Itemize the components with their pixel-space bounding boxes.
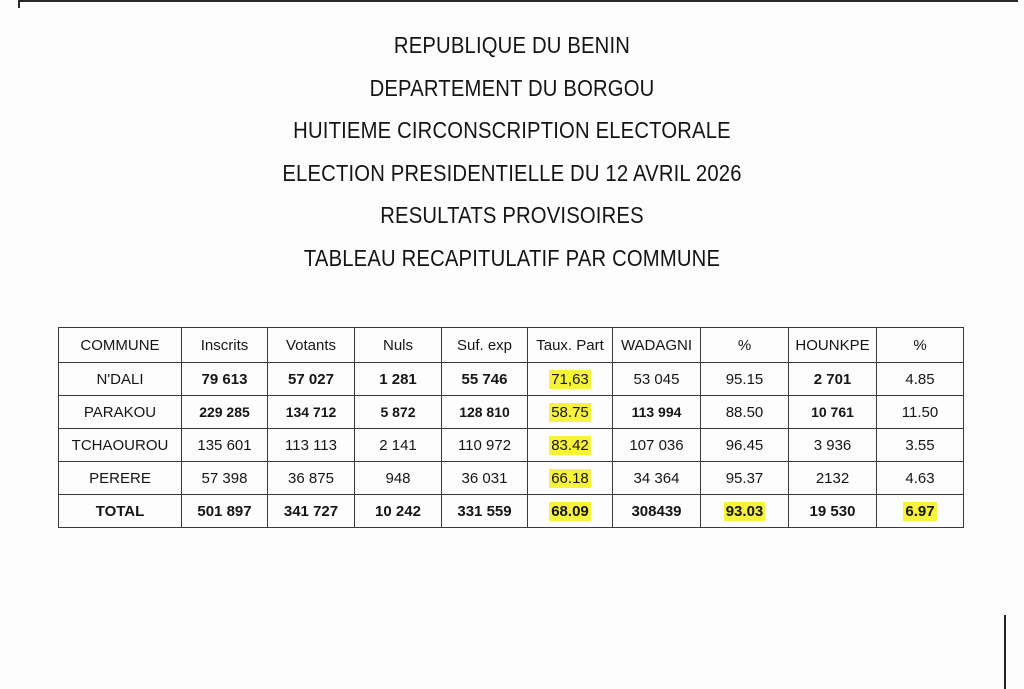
heading-republic: REPUBLIQUE DU BENIN xyxy=(393,32,631,58)
cell-taux-part xyxy=(528,396,613,429)
cell-votants: 113 113 xyxy=(268,429,355,462)
cell-inscrits: 79 613 xyxy=(182,363,268,396)
cell-hounkpe: 19 530 xyxy=(789,495,877,528)
highlighted-value: 6.97 xyxy=(905,502,935,520)
col-header-wadagni-pct: % xyxy=(701,328,789,363)
cell-wadagni-pct: 95.15 xyxy=(701,363,789,396)
col-header-hounkpe: HOUNKPE xyxy=(789,328,877,363)
col-header-wadagni: WADAGNI xyxy=(613,328,701,363)
cell-taux-part xyxy=(528,363,613,396)
cell-inscrits: 135 601 xyxy=(182,429,268,462)
cell-wadagni: 34 364 xyxy=(613,462,701,495)
cell-commune: N'DALI xyxy=(59,363,182,396)
heading-department: DEPARTEMENT DU BORGOU xyxy=(369,74,655,101)
cell-hounkpe-pct: 11.50 xyxy=(877,396,964,429)
cell-taux-part xyxy=(528,462,613,495)
document-heading xyxy=(0,34,1024,290)
cell-wadagni-pct: 95.37 xyxy=(701,462,789,495)
col-header-votants: Votants xyxy=(268,328,355,363)
table-row xyxy=(59,462,964,495)
col-header-hounkpe-pct: % xyxy=(877,328,964,363)
col-header-commune: COMMUNE xyxy=(59,328,182,363)
cell-hounkpe: 3 936 xyxy=(789,429,877,462)
cell-suf-exp: 128 810 xyxy=(442,396,528,429)
heading-results: RESULTATS PROVISOIRES xyxy=(380,202,644,229)
cell-inscrits: 229 285 xyxy=(182,396,268,429)
paper-edge-top xyxy=(18,0,1018,2)
cell-wadagni: 113 994 xyxy=(613,396,701,429)
cell-commune: TOTAL xyxy=(59,495,182,528)
col-header-nuls: Nuls xyxy=(355,328,442,363)
cell-nuls: 2 141 xyxy=(355,429,442,462)
cell-nuls: 948 xyxy=(355,462,442,495)
cell-hounkpe-pct: 4.85 xyxy=(877,363,964,396)
paper-edge-left xyxy=(18,0,20,8)
highlighted-value: 58.75 xyxy=(551,403,589,421)
cell-inscrits: 501 897 xyxy=(182,495,268,528)
cell-hounkpe-pct xyxy=(877,495,964,528)
table-row xyxy=(59,396,964,429)
cell-taux-part xyxy=(528,429,613,462)
cell-suf-exp: 55 746 xyxy=(442,363,528,396)
cell-votants: 134 712 xyxy=(268,396,355,429)
paper-edge-right xyxy=(1004,615,1006,689)
cell-hounkpe-pct: 3.55 xyxy=(877,429,964,462)
cell-nuls: 10 242 xyxy=(355,495,442,528)
heading-election: ELECTION PRESIDENTIELLE DU 12 AVRIL 2026 xyxy=(282,159,742,186)
cell-wadagni-pct: 96.45 xyxy=(701,429,789,462)
col-header-suf-exp: Suf. exp xyxy=(442,328,528,363)
cell-hounkpe: 2 701 xyxy=(789,363,877,396)
highlighted-value: 71,63 xyxy=(551,370,589,388)
cell-hounkpe: 2132 xyxy=(789,462,877,495)
highlighted-value: 68.09 xyxy=(551,502,589,520)
cell-nuls: 1 281 xyxy=(355,363,442,396)
cell-wadagni-pct xyxy=(701,495,789,528)
cell-votants: 341 727 xyxy=(268,495,355,528)
cell-nuls: 5 872 xyxy=(355,396,442,429)
cell-wadagni: 308439 xyxy=(613,495,701,528)
cell-inscrits: 57 398 xyxy=(182,462,268,495)
cell-wadagni: 107 036 xyxy=(613,429,701,462)
cell-hounkpe: 10 761 xyxy=(789,396,877,429)
cell-commune: TCHAOUROU xyxy=(59,429,182,462)
cell-suf-exp: 110 972 xyxy=(442,429,528,462)
cell-suf-exp: 331 559 xyxy=(442,495,528,528)
cell-votants: 57 027 xyxy=(268,363,355,396)
table-row-total xyxy=(59,495,964,528)
cell-taux-part xyxy=(528,495,613,528)
heading-constituency: HUITIEME CIRCONSCRIPTION ELECTORALE xyxy=(293,117,731,144)
cell-wadagni: 53 045 xyxy=(613,363,701,396)
cell-suf-exp: 36 031 xyxy=(442,462,528,495)
cell-votants: 36 875 xyxy=(268,462,355,495)
col-header-inscrits: Inscrits xyxy=(182,328,268,363)
highlighted-value: 93.03 xyxy=(725,502,764,520)
cell-commune: PARAKOU xyxy=(59,396,182,429)
cell-hounkpe-pct: 4.63 xyxy=(877,462,964,495)
highlighted-value: 66.18 xyxy=(551,469,589,487)
col-header-taux-part: Taux. Part xyxy=(528,328,613,363)
results-table xyxy=(58,327,964,528)
cell-commune: PERERE xyxy=(59,462,182,495)
heading-table-title: TABLEAU RECAPITULATIF PAR COMMUNE xyxy=(303,244,721,271)
table-row xyxy=(59,363,964,396)
table-header-row xyxy=(59,328,964,363)
table-row xyxy=(59,429,964,462)
highlighted-value: 83.42 xyxy=(551,436,589,454)
cell-wadagni-pct: 88.50 xyxy=(701,396,789,429)
